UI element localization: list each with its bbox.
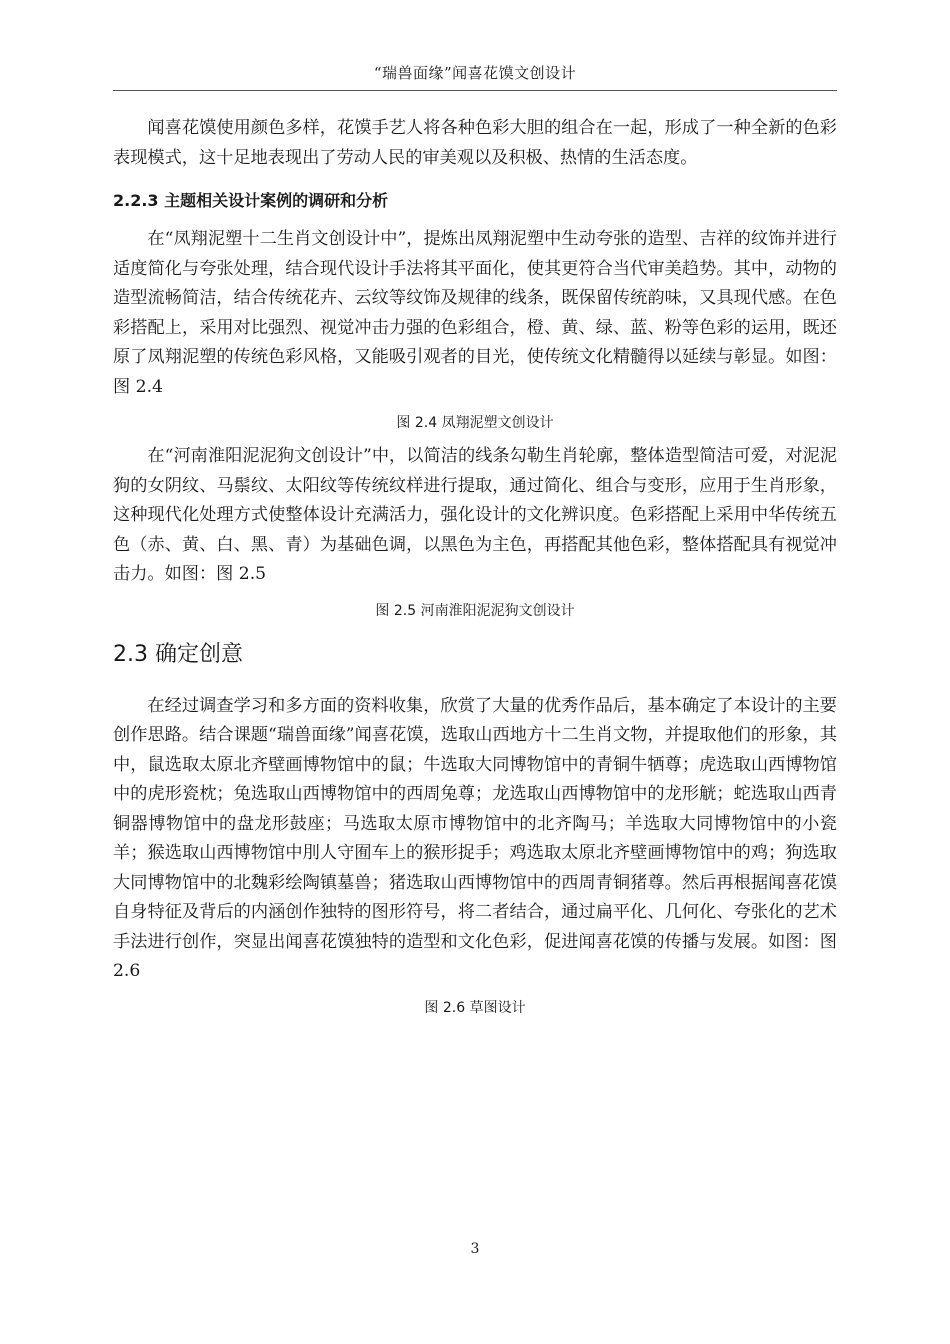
document-body: [113, 114, 837, 1027]
page-header: “瑞兽面缘”闻喜花馍文创设计: [373, 64, 577, 82]
figure-caption-2-4: 图 2.4 凤翔泥塑文创设计: [396, 415, 554, 431]
paragraph-fengxiang-case: 在“凤翔泥塑十二生肖文创设计中”，提炼出凤翔泥塑中生动夸张的造型、吉祥的纹饰并进行适度简化与夸张处理，结合现代设计手法将其平面化，使其更符合当代审美趋势。其中，动物的造型流畅简洁，结合传统花卉、云纹等纹饰及规律的线条，既保留传统韵味，又具现代感。在色彩搭配上，采用对比强烈、视觉冲击力强的色彩组合，橙、黄、绿、蓝、粉等色彩的运用，既还原了凤翔泥塑的传统色彩风格，又能吸引观者的目光，使传统文化精髓得以延续与彰显。如图：图 2.4: [113, 229, 837, 397]
figure-caption-2-6: 图 2.6 草图设计: [424, 999, 526, 1016]
section-heading-2-2-3: 2.2.3 主题相关设计案例的调研和分析: [113, 191, 389, 210]
section-heading-2-3: 2.3 确定创意: [113, 641, 243, 667]
paragraph-color-usage: 闻喜花馍使用颜色多样，花馍手艺人将各种色彩大胆的组合在一起，形成了一种全新的色彩表现模式，这十足地表现出了劳动人民的审美观以及积极、热情的生活态度。: [113, 118, 837, 168]
paragraph-huaiyang-case: 在“河南淮阳泥泥狗文创设计”中，以简洁的线条勾勒生肖轮廓，整体造型简洁可爱，对泥泥狗的女阴纹、马鬃纹、太阳纹等传统纹样进行提取，通过简化、组合与变形，应用于生肖形象，这种现代化处理方式使整体设计充满活力，强化设计的文化辨识度。色彩搭配上采用中华传统五色（赤、黄、白、黑、青）为基础色调，以黑色为主色，再搭配其他色彩，整体搭配具有视觉冲击力。如图：图 2.5: [113, 446, 837, 584]
page-number: 3: [470, 1241, 480, 1257]
paragraph-creative-concept: 在经过调查学习和多方面的资料收集，欣赏了大量的优秀作品后，基本确定了本设计的主要创作思路。结合课题“瑞兽面缘”闻喜花馍，选取山西地方十二生肖文物，并提取他们的形象，其中，鼠选取太原北齐壁画博物馆中的鼠；牛选取大同博物馆中的青铜牛牺尊；虎选取山西博物馆中的虎形瓷枕；兔选取山西博物馆中的西周兔尊；龙选取山西博物馆中的龙形觥；蛇选取山西青铜器博物馆中的盘龙形鼓座；马选取太原市博物馆中的北齐陶马；羊选取大同博物馆中的小瓷羊；猴选取山西博物馆中刖人守囿车上的猴形捉手；鸡选取太原北齐壁画博物馆中的鸡；狗选取大同博物馆中的北魏彩绘陶镇墓兽；猪选取山西博物馆中的西周青铜猪尊。然后再根据闻喜花馍自身特征及背后的内涵创作独特的图形符号，将二者结合，通过扁平化、几何化、夸张化的艺术手法进行创作，突显出闻喜花馍独特的造型和文化色彩，促进闻喜花馍的传播与发展。如图：图 2.6: [113, 695, 837, 981]
header-divider: [113, 90, 837, 91]
figure-caption-2-5: 图 2.5 河南淮阳泥泥狗文创设计: [375, 602, 575, 619]
